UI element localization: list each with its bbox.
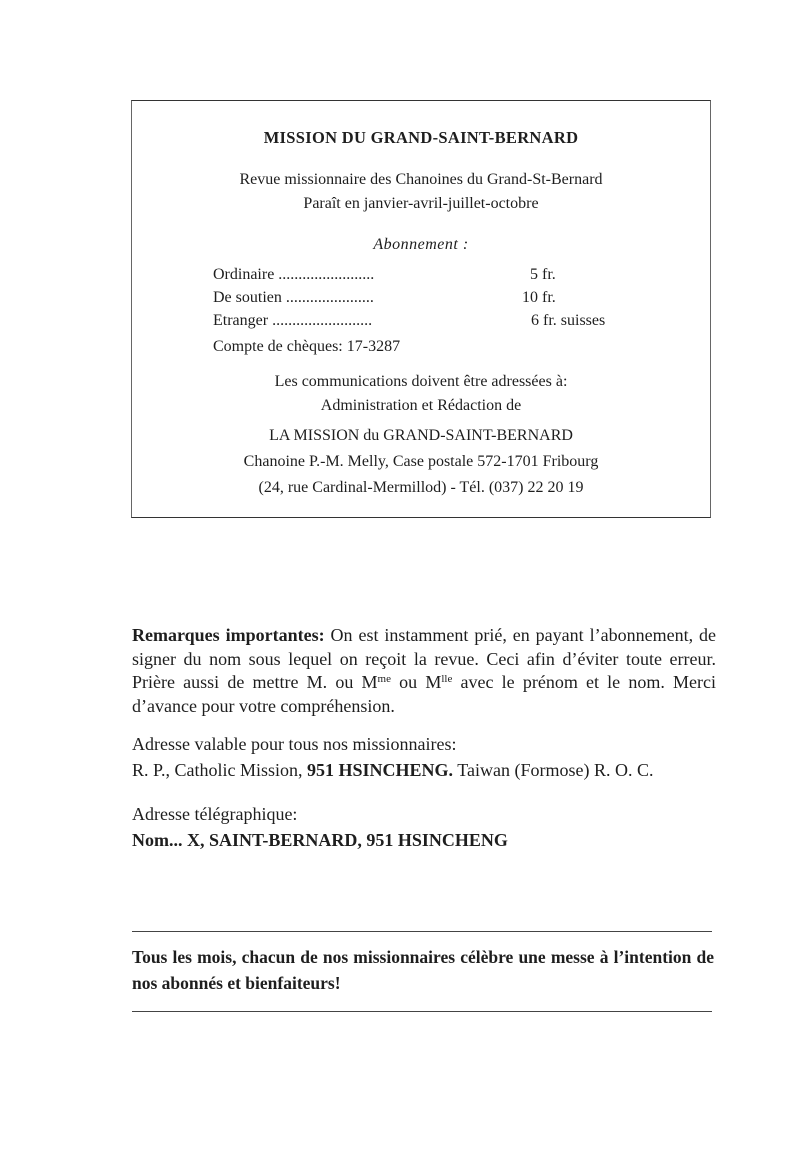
publication-title: MISSION DU GRAND-SAINT-BERNARD — [263, 128, 579, 147]
cheque-account: Compte de chèques: 17-3287 — [213, 338, 401, 355]
remarks-text-3: avec le prénom et le nom. Merci d’avance pour votre compréhension. — [132, 672, 717, 716]
rate-label: Etranger ......................... — [213, 312, 373, 329]
important-remarks — [132, 624, 716, 718]
remarks-text-2: ou M — [390, 672, 442, 692]
mission-address-bold: 951 HSINCHENG. — [307, 760, 454, 780]
communications-line-2: Administration et Rédaction de — [320, 397, 522, 414]
telegraph-address-label: Adresse télégraphique: — [132, 804, 298, 824]
telegraph-address-line: Nom... X, SAINT-BERNARD, 951 HSINCHENG — [132, 830, 508, 850]
rate-amount: 6 fr. suisses — [531, 312, 606, 329]
divider-bottom — [132, 1011, 712, 1012]
rate-label: Ordinaire ........................ — [213, 266, 375, 283]
mission-address-post: Taiwan (Formose) R. O. C. — [453, 760, 654, 780]
mission-address-line — [132, 760, 653, 781]
rate-label: De soutien ...................... — [213, 289, 374, 306]
address-line-2: Chanoine P.-M. Melly, Case postale 572-1701 Fribourg — [243, 453, 599, 470]
remarks-text-1: On est instamment prié, en payant l’abonnement, de signer du nom sous lequel on reçoit la revue. Ceci afin d’éviter toute erreur. Prière aussi de mettre M. ou M — [132, 625, 716, 692]
address-line-3: (24, rue Cardinal-Mermillod) - Tél. (037) 22 20 19 — [258, 479, 584, 496]
address-line-1: LA MISSION du GRAND-SAINT-BERNARD — [269, 427, 573, 444]
communications-line-1: Les communications doivent être adressées à: — [274, 373, 568, 390]
subtitle-line-1: Revue missionnaire des Chanoines du Grand-St-Bernard — [239, 171, 603, 188]
rate-amount: 10 fr. — [522, 289, 556, 306]
rate-amount: 5 fr. — [530, 266, 556, 283]
divider-top — [132, 931, 712, 932]
mission-address-pre: R. P., Catholic Mission, — [132, 760, 308, 780]
superscript-me: me — [377, 673, 391, 685]
mission-address-label: Adresse valable pour tous nos missionnaires: — [132, 734, 457, 754]
abonnement-heading: Abonnement : — [373, 236, 469, 253]
remarks-lead: Remarques importantes: — [132, 625, 325, 645]
subtitle-line-2: Paraît en janvier-avril-juillet-octobre — [303, 195, 539, 212]
mass-intention-note: Tous les mois, chacun de nos missionnaires célèbre une messe à l’intention de nos abonnés et bienfaiteurs! — [132, 947, 714, 993]
superscript-lle: lle — [441, 673, 453, 685]
subscription-box — [131, 100, 711, 518]
